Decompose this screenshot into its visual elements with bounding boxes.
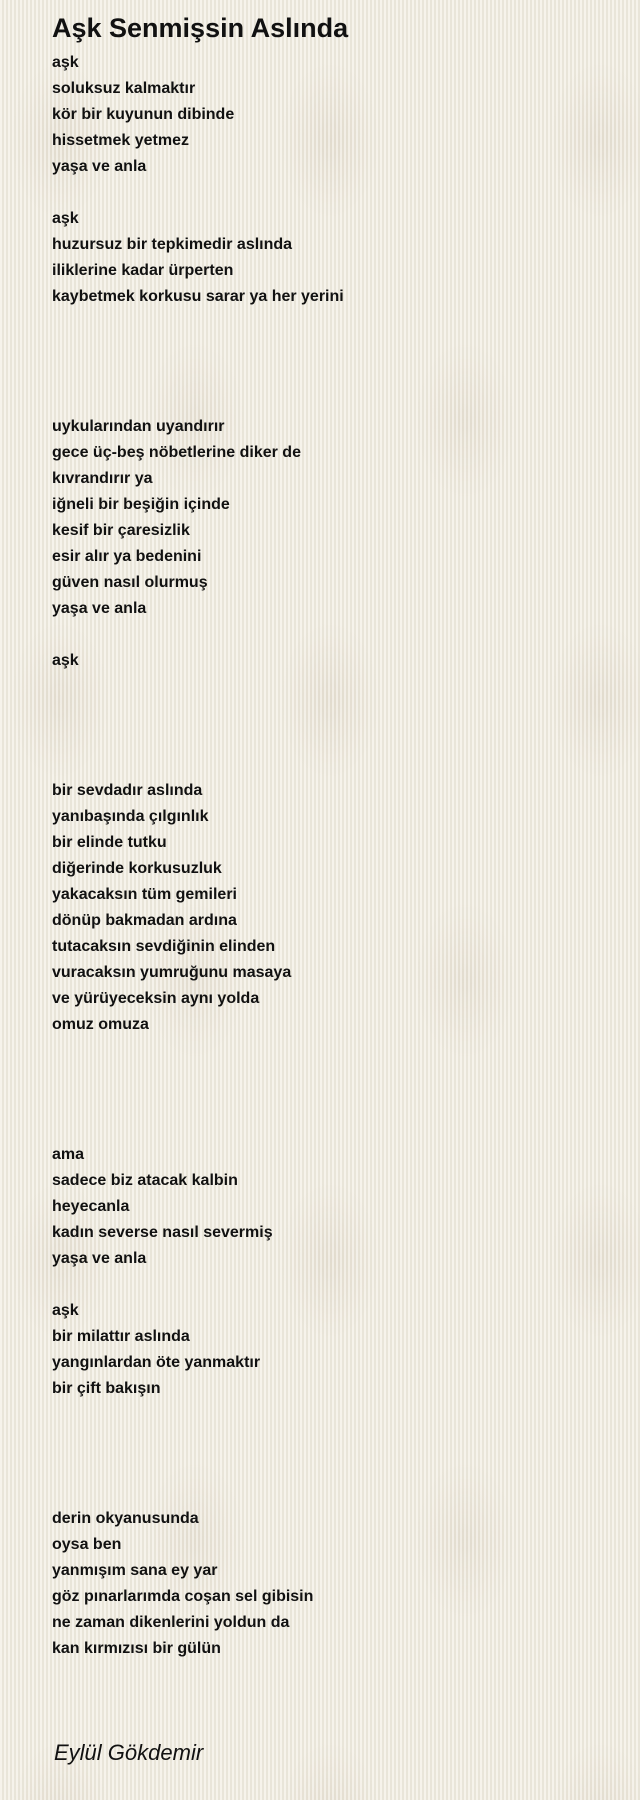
poem-line: aşk — [52, 1302, 79, 1319]
poem-line: kıvrandırır ya — [52, 470, 153, 487]
poem-blank-line — [52, 700, 612, 726]
poem-line: bir sevdadır aslında — [52, 782, 203, 799]
poem-container — [52, 10, 612, 1662]
poem-blank-line — [52, 1090, 612, 1116]
poem-blank-line — [52, 1116, 612, 1142]
poem-line: aşk — [52, 54, 79, 71]
poem-line: güven nasıl olurmuş — [52, 574, 208, 591]
poem-line: ne zaman dikenlerini yoldun da — [52, 1614, 290, 1631]
poem-line: uykularından uyandırır — [52, 418, 225, 435]
poem-line: tutacaksın sevdiğinin elinden — [52, 938, 276, 955]
poem-title: Aşk Senmişsin Aslında — [52, 13, 349, 43]
poem-line: huzursuz bir tepkimedir aslında — [52, 236, 293, 253]
poem-line: heyecanla — [52, 1198, 130, 1215]
poem-line: ve yürüyeceksin aynı yolda — [52, 990, 260, 1007]
poem-blank-line — [52, 674, 612, 700]
poem-blank-line — [52, 752, 612, 778]
poem-blank-line — [52, 1454, 612, 1480]
poem-blank-line — [52, 336, 612, 362]
poem-line: ama — [52, 1146, 85, 1163]
poem-line: kesif bir çaresizlik — [52, 522, 190, 539]
poem-author: Eylül Gökdemir — [54, 1740, 204, 1765]
poem-line: yakacaksın tüm gemileri — [52, 886, 237, 903]
poem-line: iğneli bir beşiğin içinde — [52, 496, 230, 513]
poem-line: yaşa ve anla — [52, 158, 147, 175]
poem-line: aşk — [52, 652, 79, 669]
poem-line: iliklerine kadar ürperten — [52, 262, 234, 279]
poem-line: kör bir kuyunun dibinde — [52, 106, 235, 123]
poem-line: sadece biz atacak kalbin — [52, 1172, 238, 1189]
poem-line: dönüp bakmadan ardına — [52, 912, 237, 929]
poem-line: kaybetmek korkusu sarar ya her yerini — [52, 288, 344, 305]
poem-line: omuz omuza — [52, 1016, 149, 1033]
poem-line: gece üç-beş nöbetlerine diker de — [52, 444, 301, 461]
poem-line: vuracaksın yumruğunu masaya — [52, 964, 292, 981]
poem-line: esir alır ya bedenini — [52, 548, 202, 565]
poem-line: yanmışım sana ey yar — [52, 1562, 218, 1579]
poem-line: bir çift bakışın — [52, 1380, 161, 1397]
poem-blank-line — [52, 726, 612, 752]
poem-line: kadın severse nasıl severmiş — [52, 1224, 273, 1241]
poem-line: hissetmek yetmez — [52, 132, 189, 149]
poem-blank-line — [52, 310, 612, 336]
poem-blank-line — [52, 180, 612, 206]
poem-line: derin okyanusunda — [52, 1510, 199, 1527]
poem-blank-line — [52, 388, 612, 414]
poem-line: göz pınarlarımda coşan sel gibisin — [52, 1588, 314, 1605]
poem-blank-line — [52, 1402, 612, 1428]
poem-body — [52, 50, 612, 1662]
poem-line: bir milattır aslında — [52, 1328, 190, 1345]
poem-blank-line — [52, 1480, 612, 1506]
poem-line: soluksuz kalmaktır — [52, 80, 196, 97]
poem-blank-line — [52, 622, 612, 648]
poem-line: yangınlardan öte yanmaktır — [52, 1354, 261, 1371]
poem-line: kan kırmızısı bir gülün — [52, 1640, 221, 1657]
poem-line: diğerinde korkusuzluk — [52, 860, 222, 877]
poem-line: oysa ben — [52, 1536, 122, 1553]
poem-blank-line — [52, 1272, 612, 1298]
poem-line: aşk — [52, 210, 79, 227]
poem-blank-line — [52, 1428, 612, 1454]
poem-blank-line — [52, 1038, 612, 1064]
poem-line: yanıbaşında çılgınlık — [52, 808, 209, 825]
poem-line: bir elinde tutku — [52, 834, 167, 851]
poem-blank-line — [52, 1064, 612, 1090]
poem-line: yaşa ve anla — [52, 600, 147, 617]
poem-line: yaşa ve anla — [52, 1250, 147, 1267]
poem-blank-line — [52, 362, 612, 388]
